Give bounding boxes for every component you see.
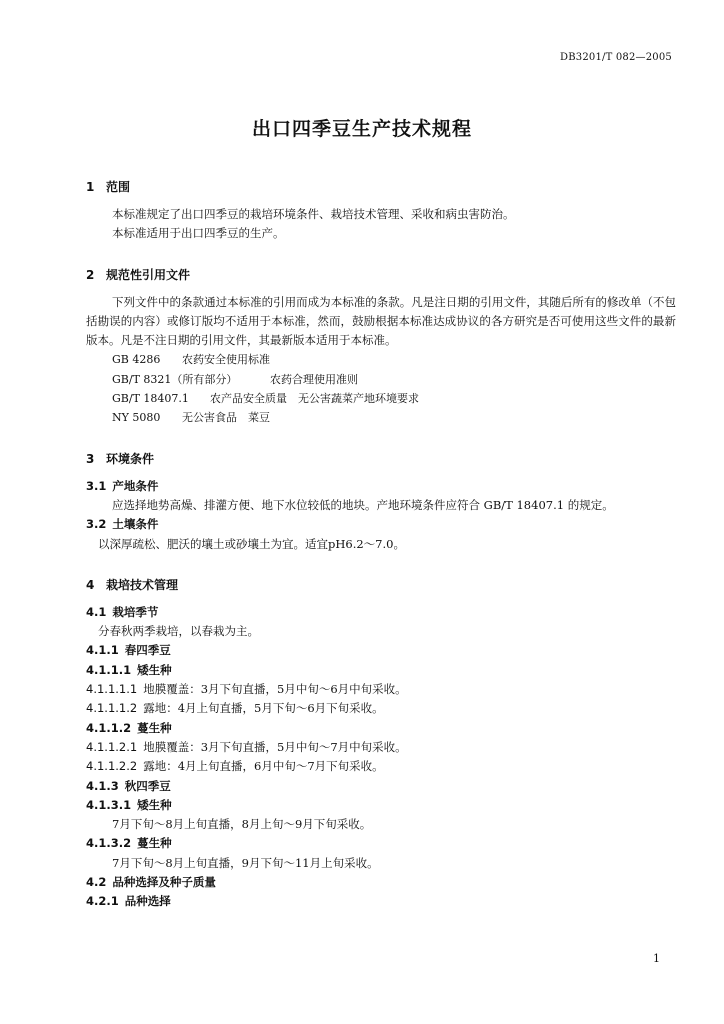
reference-name: 无公害食品 菜豆 bbox=[182, 411, 270, 425]
subsection-number: 4.1 bbox=[86, 604, 107, 619]
subsection-title: 蔓生种 bbox=[137, 720, 172, 735]
subsection-number: 3.1 bbox=[86, 478, 107, 493]
section-number: 2 bbox=[86, 267, 95, 282]
section-1-heading bbox=[86, 178, 676, 197]
clause-text: 地膜覆盖：3月下旬直播，5月中旬～6月中旬采收。 bbox=[143, 682, 407, 697]
section-number: 1 bbox=[86, 180, 95, 194]
paragraph: 分春秋两季栽培，以春栽为主。 bbox=[98, 624, 259, 639]
page-number: 1 bbox=[653, 952, 660, 965]
subsection-number: 4.2.1 bbox=[86, 894, 119, 909]
clause-number: 4.1.1.2.2 bbox=[86, 759, 138, 774]
paragraph: 7月下旬～8月上旬直播，9月下旬～11月上旬采收。 bbox=[112, 855, 379, 870]
subsection-title: 产地条件 bbox=[112, 478, 159, 493]
clause-text: 露地：4月上旬直播，6月中旬～7月下旬采收。 bbox=[143, 759, 384, 774]
paragraph: 应选择地势高燥、排灌方便、地下水位较低的地块。产地环境条件应符合 GB/T 18407.1 的规定。 bbox=[112, 497, 614, 512]
reference-name: 农药合理使用准则 bbox=[270, 372, 358, 386]
subsection-number: 4.1.3.2 bbox=[86, 836, 132, 851]
subsection-number: 4.1.3.1 bbox=[86, 797, 132, 812]
clause-item bbox=[86, 680, 676, 699]
subsection-number: 4.2 bbox=[86, 875, 107, 890]
section-number: 3 bbox=[86, 451, 95, 466]
reference-item bbox=[86, 350, 676, 369]
section-title: 规范性引用文件 bbox=[106, 267, 191, 282]
reference-item bbox=[86, 408, 676, 427]
subsection-heading bbox=[86, 641, 676, 660]
subsection-title: 春四季豆 bbox=[124, 643, 171, 658]
clause-number: 4.1.1.1.1 bbox=[86, 682, 138, 697]
reference-code: GB/T 18407.1 bbox=[112, 392, 189, 406]
section-title: 环境条件 bbox=[106, 451, 155, 466]
subsection-heading bbox=[86, 719, 676, 738]
document-body bbox=[86, 178, 676, 912]
subsection-number: 4.1.3 bbox=[86, 778, 119, 793]
subsection-number: 3.2 bbox=[86, 517, 107, 532]
subsection-heading bbox=[86, 796, 676, 815]
subsection-title: 品种选择及种子质量 bbox=[112, 875, 216, 890]
section-4-heading bbox=[86, 576, 676, 595]
standard-code: DB3201/T 082—2005 bbox=[560, 52, 672, 63]
subsection-title: 矮生种 bbox=[137, 797, 172, 812]
paragraph: 本标准规定了出口四季豆的栽培环境条件、栽培技术管理、采收和病虫害防治。 bbox=[112, 207, 515, 221]
subsection-heading bbox=[86, 873, 676, 892]
document-title: 出口四季豆生产技术规程 bbox=[251, 118, 472, 140]
clause-text: 露地：4月上旬直播，5月下旬～6月下旬采收。 bbox=[143, 701, 384, 716]
section-title: 栽培技术管理 bbox=[106, 577, 179, 592]
section-2-heading bbox=[86, 266, 676, 285]
section-3-heading bbox=[86, 450, 676, 469]
subsection-title: 矮生种 bbox=[137, 662, 172, 677]
subsection-number: 4.1.1 bbox=[86, 643, 119, 658]
subsection-title: 蔓生种 bbox=[137, 836, 172, 851]
subsection-heading bbox=[86, 777, 676, 796]
subsection-heading bbox=[86, 477, 676, 496]
clause-text: 地膜覆盖：3月下旬直播，5月中旬～7月中旬采收。 bbox=[143, 739, 407, 754]
reference-name: 农药安全使用标准 bbox=[182, 353, 270, 367]
reference-code: NY 5080 bbox=[112, 411, 161, 425]
paragraph: 以深厚疏松、肥沃的壤土或砂壤土为宜。适宜pH6.2～7.0。 bbox=[98, 536, 405, 551]
subsection-title: 品种选择 bbox=[124, 894, 171, 909]
clause-item bbox=[86, 738, 676, 757]
reference-code: GB/T 8321（所有部分） bbox=[112, 372, 238, 386]
reference-item bbox=[86, 370, 676, 389]
clause-item bbox=[86, 699, 676, 718]
subsection-heading bbox=[86, 515, 676, 534]
subsection-heading bbox=[86, 834, 676, 853]
subsection-number: 4.1.1.2 bbox=[86, 720, 132, 735]
section-number: 4 bbox=[86, 577, 95, 592]
paragraph: 本标准适用于出口四季豆的生产。 bbox=[112, 226, 285, 241]
clause-item bbox=[86, 757, 676, 776]
subsection-heading bbox=[86, 661, 676, 680]
subsection-heading bbox=[86, 892, 676, 911]
subsection-heading bbox=[86, 603, 676, 622]
paragraph: 下列文件中的条款通过本标准的引用而成为本标准的条款。凡是注日期的引用文件，其随后所有的修改单（不包括勘误的内容）或修订版均不适用于本标准，然而，鼓励根据本标准达成协议的各方研究是否可使用这些文件的最新版本。凡是不注日期的引用文件，其最新版本适用于本标准。 bbox=[86, 294, 676, 348]
clause-number: 4.1.1.2.1 bbox=[86, 739, 138, 754]
reference-item bbox=[86, 389, 676, 408]
subsection-number: 4.1.1.1 bbox=[86, 662, 132, 677]
subsection-title: 栽培季节 bbox=[112, 604, 159, 619]
clause-number: 4.1.1.1.2 bbox=[86, 701, 138, 716]
paragraph: 7月下旬～8月上旬直播，8月上旬～9月下旬采收。 bbox=[112, 817, 372, 832]
subsection-title: 土壤条件 bbox=[112, 517, 159, 532]
reference-code: GB 4286 bbox=[112, 353, 161, 367]
section-title: 范围 bbox=[106, 180, 131, 194]
subsection-title: 秋四季豆 bbox=[124, 778, 171, 793]
reference-name: 农产品安全质量 无公害蔬菜产地环境要求 bbox=[210, 392, 419, 406]
